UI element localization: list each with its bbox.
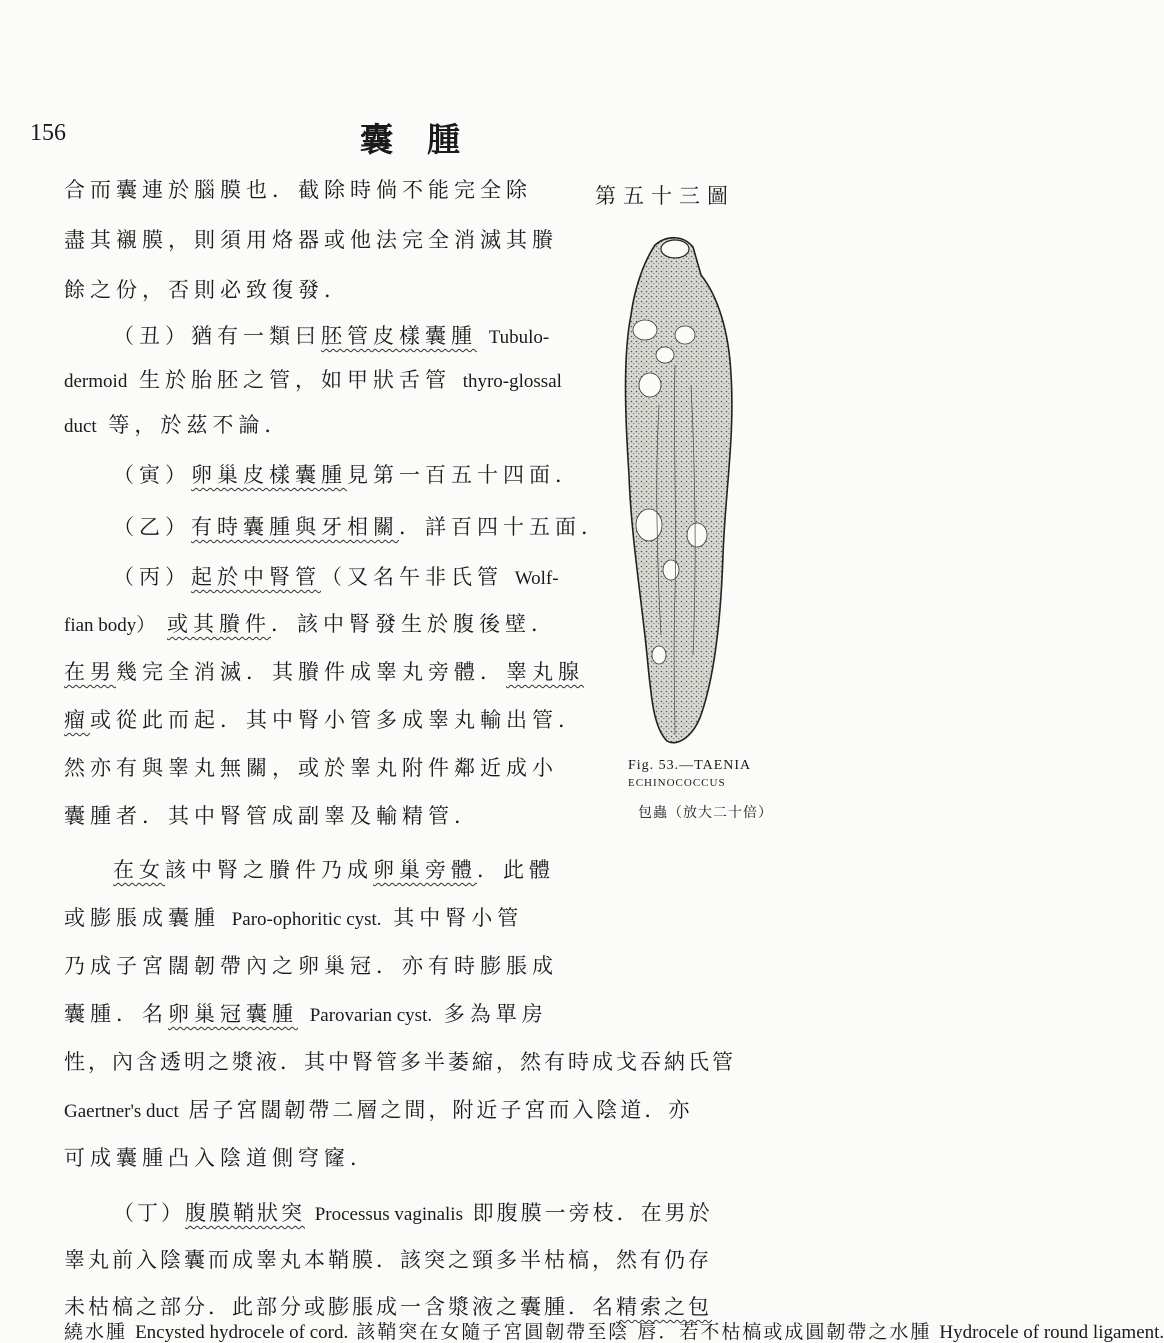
text-line-16: 或膨脹成囊腫 Paro-ophoritic cyst. 其中腎小管 [64, 906, 524, 930]
text-line-15: 在女該中腎之賸件乃成卵巢旁體．此體 [113, 858, 555, 882]
term-encysted-hydrocele: 精索之包 [616, 1295, 712, 1319]
page-title: 囊腫 [360, 120, 494, 159]
term-in-male: 在男 [64, 660, 116, 684]
figure-title: 第五十三圖 [595, 184, 735, 208]
figure-caption-chinese: 包蟲（放大二十倍） [638, 805, 773, 821]
term-wolffian-origin: 起於中腎管 [191, 565, 321, 589]
term-dental-cyst: 有時囊腫與牙相關 [191, 515, 399, 539]
tapeworm-illustration [605, 235, 785, 755]
text-line-24: 未枯槁之部分．此部分或膨脹成一含漿液之囊腫．名精索之包 [64, 1295, 712, 1319]
text-line-3: 餘之份，否則必致復發． [64, 278, 350, 302]
text-line-22: （丁）腹膜鞘狀突 Processus vaginalis 即腹膜一旁枝．在男於 [113, 1201, 713, 1225]
text-line-19: 性，內含透明之漿液．其中腎管多半萎縮，然有時成戈吞納氏管 [64, 1050, 736, 1074]
text-line-14: 囊腫者．其中腎管成副睾及輸精管． [64, 804, 480, 828]
text-line-8: （乙）有時囊腫與牙相關．詳百四十五面． [113, 515, 607, 539]
term-round-ligament-hydrocele: 圓韌帶之水腫 [805, 1321, 932, 1343]
text-line-12: 瘤或從此而起．其中腎小管多成睾丸輸出管． [64, 708, 584, 732]
figure-caption-species: ECHINOCOCCUS [628, 777, 726, 789]
term-processus-vaginalis: 腹膜鞘狀突 [185, 1201, 305, 1225]
term-remnant: 或其賸件 [166, 612, 271, 636]
text-line-1: 合而囊連於腦膜也．截除時倘不能完全除 [64, 178, 532, 202]
text-line-10: fian body） 或其賸件．該中腎發生於腹後壁． [64, 612, 557, 636]
term-ovarian-dermoid: 卵巢皮樣囊腫 [191, 463, 347, 487]
text-line-11: 在男幾完全消滅．其賸件成睾丸旁體．睾丸腺 [64, 660, 584, 684]
text-line-2: 盡其襯膜，則須用烙器或他法完全消滅其賸 [64, 228, 558, 252]
term-testicular-adenoma: 睾丸腺 [506, 660, 584, 684]
term-tubulodermoid: 胚管皮樣囊腫 [321, 324, 477, 348]
text-line-13: 然亦有與睾丸無關，或於睾丸附件鄰近成小 [64, 756, 558, 780]
text-line-6: duct 等，於茲不論． [64, 413, 291, 437]
term-in-female: 在女 [113, 858, 165, 882]
text-line-21: 可成囊腫凸入陰道側穹窿． [64, 1146, 376, 1170]
text-line-17: 乃成子宮闊韌帶內之卵巢冠．亦有時膨脹成 [64, 954, 558, 978]
text-line-9: （丙）起於中腎管（又名午非氏管 Wolf- [113, 565, 559, 589]
text-line-4: （丑）猶有一類曰胚管皮樣囊腫 Tubulo- [113, 324, 550, 348]
text-line-5: dermoid 生於胎胚之管，如甲狀舌管 thyro-glossal [64, 368, 562, 392]
text-line-18: 囊腫．名卵巢冠囊腫 Parovarian cyst. 多為單房 [64, 1002, 548, 1026]
text-line-20: Gaertner's duct 居子宮闊韌帶二層之間，附近子宮而入陰道．亦 [64, 1098, 693, 1122]
text-line-7: （寅）卵巢皮樣囊腫見第一百五十四面． [113, 463, 581, 487]
figure-caption: Fig. 53.—TAENIA [628, 758, 752, 773]
text-line-25: 繞水腫 Encysted hydrocele of cord. 該鞘突在女隨子宮圓韌帶至陰 唇．若不枯槁或成圓韌帶之水腫 Hydrocele of round ligament. [64, 1321, 1164, 1343]
term-paroophoron: 卵巢旁體 [373, 858, 477, 882]
text-line-23: 睾丸前入陰囊而成睾丸本鞘膜．該突之頸多半枯槁，然有仍存 [64, 1248, 712, 1272]
page-number: 156 [30, 120, 66, 146]
term-parovarian-cyst: 卵巢冠囊腫 [168, 1002, 298, 1026]
